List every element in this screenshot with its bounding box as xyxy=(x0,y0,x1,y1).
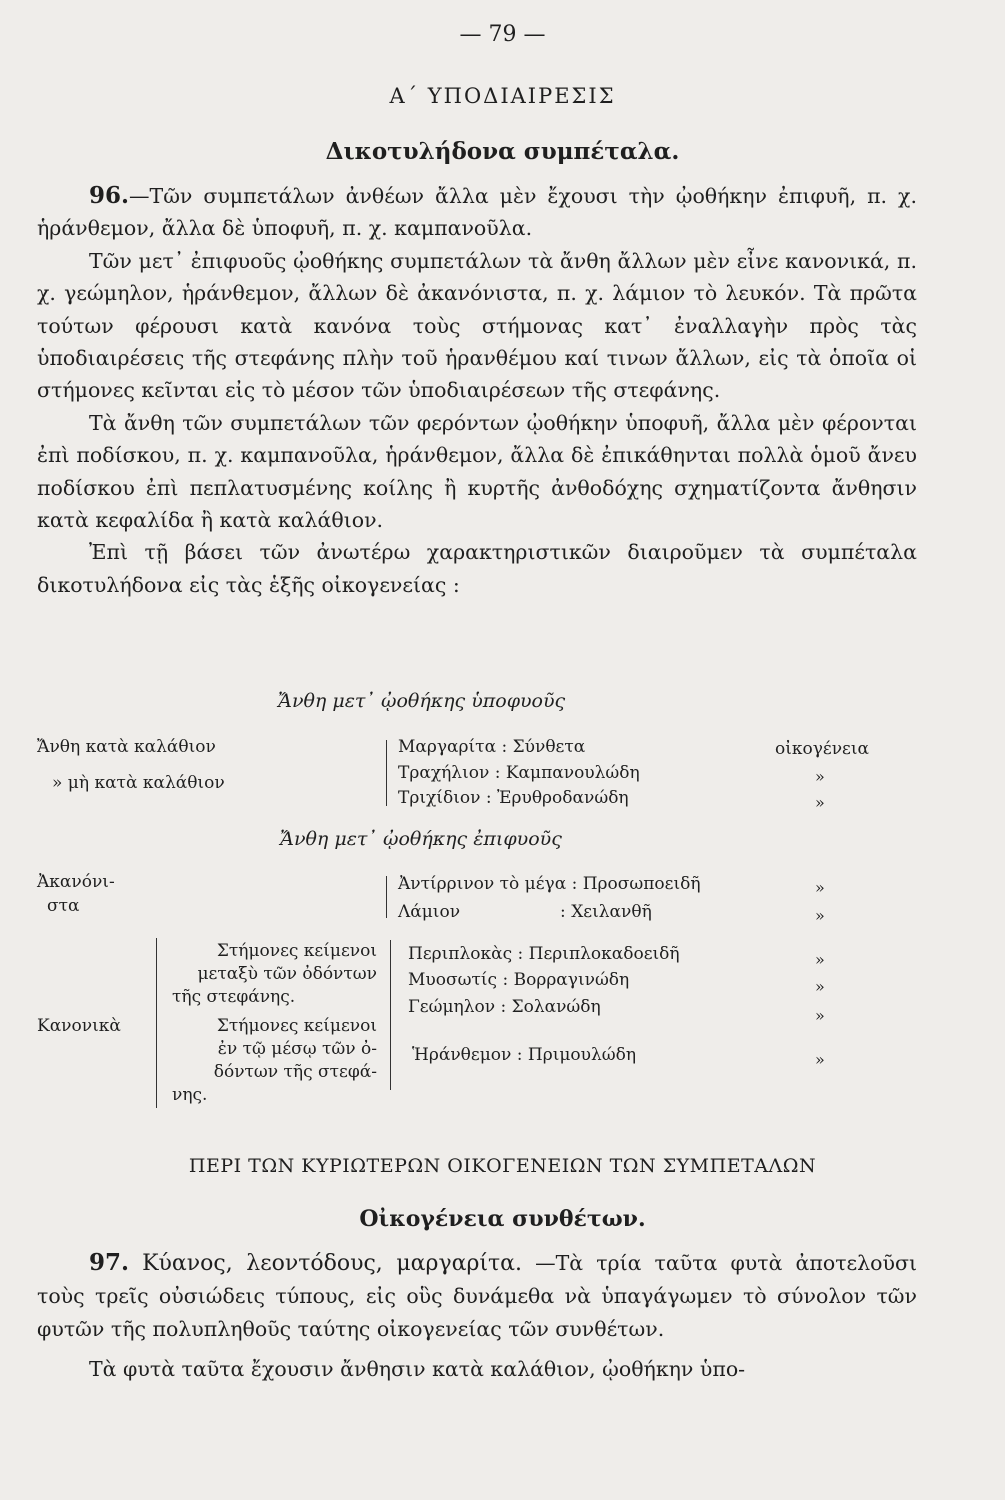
family-name: Πριμουλώδη xyxy=(527,1045,637,1065)
plant-name: Τριχίδιον xyxy=(398,788,481,808)
page-number: — 79 — xyxy=(459,22,546,47)
note-line: τῆς στεφάνης. xyxy=(172,987,296,1007)
plant-name: Μαργαρίτα xyxy=(398,737,497,757)
section-subheading: Δικοτυλήδονα συμπέταλα. xyxy=(325,138,680,165)
stamen-note-a xyxy=(172,940,377,1009)
paragraph-text: Ἐπὶ τῇ βάσει τῶν ἀνωτέρω χαρακτηριστικῶν διαιροῦμεν τὰ συμπέταλα δικοτυλήδονα εἰς τὰς ἑξῆς οἰκογενείας : xyxy=(37,540,917,597)
table-row: Λάμιον : Χειλανθῆ xyxy=(398,902,652,922)
paragraph-text: Τῶν μετ᾽ ἐπιφυοῦς ᾠοθήκης συμπετάλων τὰ ἄνθη ἄλλων μὲν εἶνε κανονικά, π. χ. γεώμηλον, ἡράνθεμον, ἄλλων δὲ ἀκανόνιστα, π. χ. λάμιον τὸ λευκόν. Τὰ πρῶτα τούτων φέρουσι κατὰ κανόνα τοὺς στήμονας κατ᾽ ἐναλλαγὴν πρὸς τὰς ὑποδιαιρέσεις τῆς στεφάνης πλὴν τοῦ ἡρανθέμου καί τινων ἄλλων, εἰς τὰ ὁποῖα οἱ στήμονες κεῖνται εἰς τὸ μέσον τῶν ὑποδιαιρέσεων τῆς στεφάνης. xyxy=(37,248,917,403)
brace xyxy=(390,940,391,1090)
paragraph-96 xyxy=(37,180,917,601)
note-line: δόντων τῆς στεφά- xyxy=(213,1062,377,1082)
paragraph-lead: Κύανος, λεοντόδους, μαργαρίτα. xyxy=(142,1251,523,1276)
paragraph-text: Τὰ φυτὰ ταῦτα ἔχουσιν ἄνθησιν κατὰ καλάθιον, ᾠοθήκην ὑπο- xyxy=(89,1357,746,1382)
paragraph-number: 96. xyxy=(89,182,130,209)
family-name: Σολανώδη xyxy=(511,997,601,1017)
table-row: Τραχήλιον : Καμπανουλώδη xyxy=(398,763,640,783)
family-tag: οἰκογένεια xyxy=(775,739,870,759)
ditto-mark: » xyxy=(815,878,825,897)
paragraph-text: —Τὰ τρία ταῦτα φυτὰ ἀποτελοῦσι τοὺς τρεῖς οὐσιώδεις τύπους, εἰς οὓς δυνάμεθα νὰ ὑπαγάγωμεν τὸ σύνολον τῶν φυτῶν τῆς πολυπληθοῦς ταύτης οἰκογενείας τῶν συνθέτων. xyxy=(37,1251,917,1341)
note-line: νης. xyxy=(172,1085,208,1105)
plant-name: Τραχήλιον xyxy=(398,763,490,783)
section-heading: Α΄ ΥΠΟΔΙΑΙΡΕΣΙΣ xyxy=(389,84,616,108)
paragraph-text: —Τῶν συμπετάλων ἀνθέων ἄλλα μὲν ἔχουσι τὴν ᾠοθήκην ἐπιφυῆ, π. χ. ἡράνθεμον, ἄλλα δὲ ὑποφυῆ, π. χ. καμπανοῦλα. xyxy=(37,184,917,241)
table-row: Περιπλοκὰς : Περιπλοκαδοειδῆ xyxy=(408,944,680,964)
ditto-mark: » xyxy=(815,1050,825,1069)
ditto-mark: » xyxy=(815,767,825,786)
note-line: ἐν τῷ μέσῳ τῶν ὀ- xyxy=(217,1039,377,1059)
paragraph-number: 97. xyxy=(89,1249,130,1276)
plant-name: Μυοσωτίς xyxy=(408,970,498,990)
plant-name: Λάμιον xyxy=(398,902,461,922)
chapter-heading: ΠΕΡΙ ΤΩΝ ΚΥΡΙΩΤΕΡΩΝ ΟΙΚΟΓΕΝΕΙΩΝ ΤΩΝ ΣΥΜΠΕΤΑΛΩΝ xyxy=(188,1155,817,1177)
brace xyxy=(386,876,387,918)
family-name: Σύνθετα xyxy=(512,737,586,757)
table-left-label: Ἀκανόνι- xyxy=(37,872,115,892)
brace xyxy=(386,740,387,806)
ditto-mark: » xyxy=(815,793,825,812)
table-row: Γεώμηλον : Σολανώδη xyxy=(408,997,601,1017)
table-left-label: » μὴ κατὰ καλάθιον xyxy=(52,773,225,793)
table-heading: Ἄνθη μετ᾽ ᾠοθήκης ἐπιφυοῦς xyxy=(280,828,562,850)
family-name: Βορραγινώδη xyxy=(513,970,630,990)
ditto-mark: » xyxy=(815,906,825,925)
brace xyxy=(156,938,157,1108)
family-name: Χειλανθῆ xyxy=(571,902,652,922)
ditto-mark: » xyxy=(815,1006,825,1025)
note-line: μεταξὺ τῶν ὀδόντων xyxy=(197,964,377,984)
note-line: Στήμονες κείμενοι xyxy=(216,1016,377,1036)
plant-name: Ἀντίρρινον τὸ μέγα xyxy=(398,874,567,894)
ditto-mark: » xyxy=(815,950,825,969)
table-row: Τριχίδιον : Ἐρυθροδανώδη xyxy=(398,788,629,808)
table-row: Ἡράνθεμον : Πριμουλώδη xyxy=(412,1045,637,1065)
family-name: Καμπανουλώδη xyxy=(505,763,640,783)
table-row: Μαργαρίτα : Σύνθετα xyxy=(398,737,586,757)
paragraph-text: Τὰ ἄνθη τῶν συμπετάλων τῶν φερόντων ᾠοθήκην ὑποφυῆ, ἄλλα μὲν φέρονται ἐπὶ ποδίσκου, π. χ. καμπανοῦλα, ἡράνθεμον, ἄλλα δὲ ἐπικάθηνται πολλὰ ὁμοῦ ἄνευ ποδίσκου ἐπὶ πεπλατυσμένης κοίλης ἢ κυρτῆς ἀνθοδόχης σχηματίζοντα ἄνθησιν κατὰ κεφαλίδα ἢ κατὰ καλάθιον. xyxy=(37,410,917,533)
paragraph-97 xyxy=(37,1247,917,1386)
stamen-note-b xyxy=(172,1015,377,1107)
table-row: Ἀντίρρινον τὸ μέγα : Προσωποειδῆ xyxy=(398,874,701,894)
plant-name: Γεώμηλον xyxy=(408,997,496,1017)
table-row: Μυοσωτίς : Βορραγινώδη xyxy=(408,970,630,990)
table-left-label: Ἄνθη κατὰ καλάθιον xyxy=(37,737,216,757)
note-line: Στήμονες κείμενοι xyxy=(216,941,377,961)
ditto-mark: » xyxy=(815,977,825,996)
table-heading: Ἄνθη μετ᾽ ᾠοθήκης ὑποφυοῦς xyxy=(278,690,566,712)
family-name: Προσωποειδῆ xyxy=(582,874,701,894)
plant-name: Ἡράνθεμον xyxy=(412,1045,512,1065)
table-left-label: στα xyxy=(47,896,80,916)
family-name: Ἐρυθροδανώδη xyxy=(496,788,629,808)
family-name: Περιπλοκαδοειδῆ xyxy=(528,944,680,964)
table-left-label: Κανονικὰ xyxy=(37,1016,121,1036)
family-heading: Οἰκογένεια συνθέτων. xyxy=(359,1206,646,1232)
plant-name: Περιπλοκὰς xyxy=(408,944,513,964)
